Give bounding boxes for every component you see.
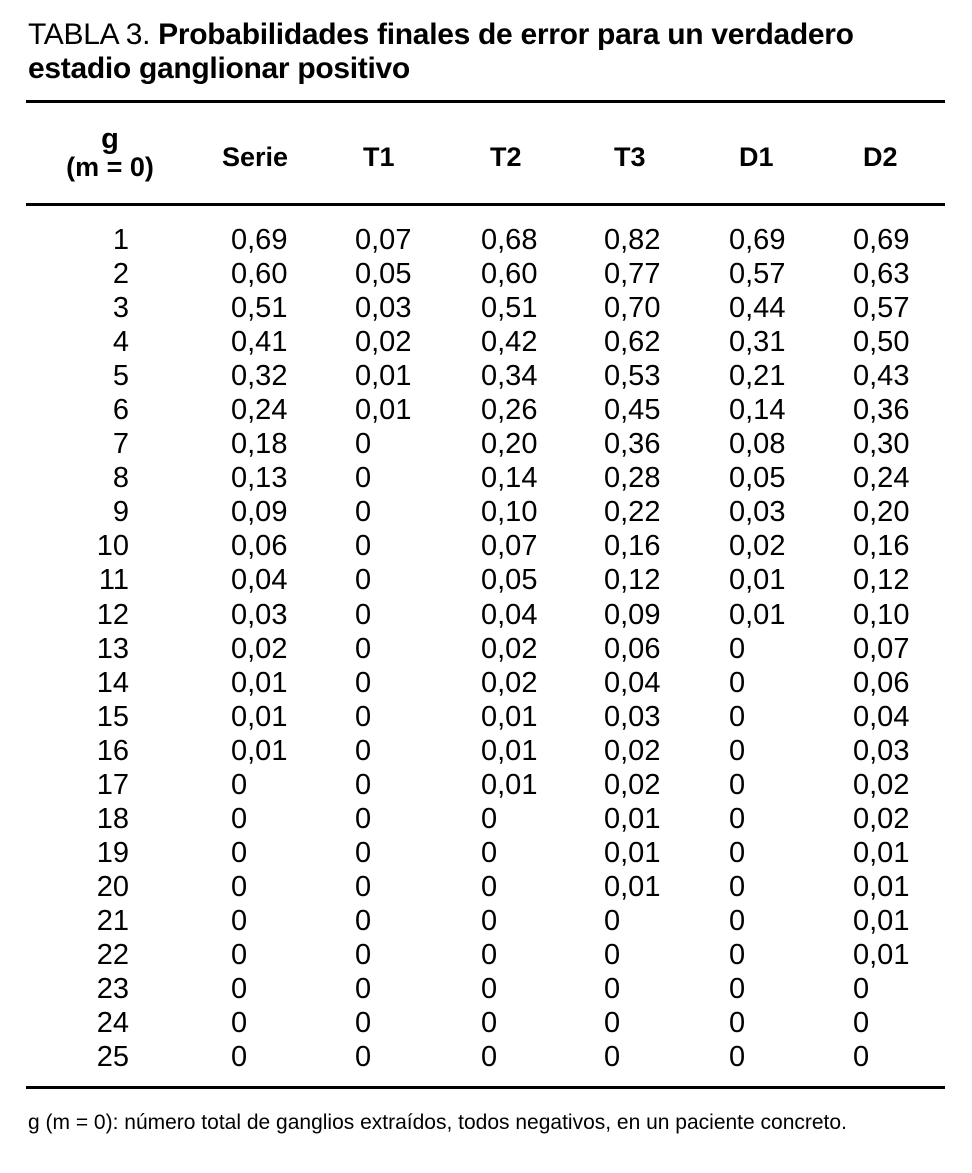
cell-d1: 0,08 xyxy=(729,428,786,461)
cell-t3: 0,03 xyxy=(604,700,661,733)
cell-d2: 0,01 xyxy=(853,870,910,903)
table-row xyxy=(0,257,972,291)
cell-t2: 0,20 xyxy=(481,428,538,461)
cell-d2: 0,03 xyxy=(853,734,910,767)
cell-t2: 0,68 xyxy=(481,224,538,256)
cell-d2: 0,57 xyxy=(853,292,910,325)
cell-d2: 0,06 xyxy=(853,666,910,699)
cell-serie: 0 xyxy=(231,768,248,801)
cell-t1: 0 xyxy=(355,1041,372,1074)
cell-t1: 0 xyxy=(355,836,372,869)
cell-serie: 0 xyxy=(231,973,248,1006)
cell-t3: 0,16 xyxy=(604,530,661,563)
cell-t2: 0 xyxy=(481,938,498,971)
cell-d1: 0,44 xyxy=(729,292,786,325)
cell-t1: 0 xyxy=(355,973,372,1006)
cell-t3: 0,01 xyxy=(604,836,661,869)
row-g-value: 19 xyxy=(96,836,129,869)
cell-t2: 0,02 xyxy=(481,666,538,699)
cell-t1: 0 xyxy=(355,734,372,767)
cell-t3: 0,02 xyxy=(604,734,661,767)
row-g-value: 15 xyxy=(96,700,129,733)
row-g-value: 4 xyxy=(112,326,129,359)
cell-t3: 0,01 xyxy=(604,802,661,835)
cell-t2: 0,01 xyxy=(481,768,538,801)
cell-serie: 0 xyxy=(231,1041,248,1074)
cell-t2: 0,14 xyxy=(481,462,538,495)
cell-serie: 0,04 xyxy=(231,564,288,597)
cell-t1: 0 xyxy=(355,1007,372,1040)
cell-t3: 0,06 xyxy=(604,632,661,665)
cell-t1: 0,01 xyxy=(355,360,412,393)
header-t1: T1 xyxy=(363,142,395,172)
cell-t2: 0 xyxy=(481,1041,498,1074)
row-g-value: 11 xyxy=(98,564,129,597)
cell-serie: 0,03 xyxy=(231,598,288,631)
cell-d2: 0,63 xyxy=(853,258,910,291)
cell-serie: 0 xyxy=(231,1007,248,1040)
cell-d2: 0,01 xyxy=(853,938,910,971)
cell-t3: 0,28 xyxy=(604,462,661,495)
table-row xyxy=(0,563,972,597)
cell-t2: 0,51 xyxy=(481,292,538,325)
cell-serie: 0,01 xyxy=(231,734,288,767)
cell-d1: 0,14 xyxy=(729,394,786,427)
cell-d1: 0 xyxy=(729,973,746,1006)
table-row xyxy=(0,768,972,802)
cell-t1: 0,02 xyxy=(355,326,412,359)
cell-d2: 0 xyxy=(853,1007,870,1040)
cell-t3: 0,45 xyxy=(604,394,661,427)
cell-d1: 0 xyxy=(729,1041,746,1074)
row-g-value: 18 xyxy=(96,802,129,835)
table-row xyxy=(0,904,972,938)
cell-t3: 0 xyxy=(604,904,621,937)
cell-serie: 0,18 xyxy=(231,428,288,461)
cell-t1: 0 xyxy=(355,938,372,971)
table-row xyxy=(0,461,972,495)
cell-t1: 0,07 xyxy=(355,224,412,256)
cell-t2: 0 xyxy=(481,904,498,937)
cell-t1: 0 xyxy=(355,530,372,563)
table-row xyxy=(0,870,972,904)
table-row xyxy=(0,359,972,393)
cell-t1: 0,03 xyxy=(355,292,412,325)
row-g-value: 6 xyxy=(112,394,129,427)
cell-serie: 0,41 xyxy=(231,326,288,359)
cell-d2: 0,02 xyxy=(853,802,910,835)
cell-t1: 0 xyxy=(355,632,372,665)
cell-t1: 0 xyxy=(355,870,372,903)
cell-t1: 0,01 xyxy=(355,394,412,427)
cell-serie: 0,32 xyxy=(231,360,288,393)
table-row xyxy=(0,291,972,325)
cell-d1: 0,01 xyxy=(729,564,786,597)
cell-t2: 0 xyxy=(481,1007,498,1040)
cell-d2: 0,16 xyxy=(853,530,910,563)
cell-t2: 0 xyxy=(481,802,498,835)
cell-serie: 0,24 xyxy=(231,394,288,427)
cell-serie: 0,69 xyxy=(231,224,288,256)
row-g-value: 16 xyxy=(96,734,129,767)
cell-d2: 0,12 xyxy=(853,564,910,597)
header-t2: T2 xyxy=(490,142,522,172)
cell-t2: 0,34 xyxy=(481,360,538,393)
cell-d1: 0 xyxy=(729,734,746,767)
row-g-value: 17 xyxy=(96,768,129,801)
cell-d1: 0 xyxy=(729,836,746,869)
cell-d2: 0,01 xyxy=(853,836,910,869)
cell-t2: 0,02 xyxy=(481,632,538,665)
cell-serie: 0 xyxy=(231,836,248,869)
row-g-value: 1 xyxy=(112,224,129,256)
cell-serie: 0,51 xyxy=(231,292,288,325)
cell-d1: 0,05 xyxy=(729,462,786,495)
cell-t2: 0,05 xyxy=(481,564,538,597)
cell-t2: 0 xyxy=(481,973,498,1006)
cell-t3: 0,01 xyxy=(604,870,661,903)
cell-t3: 0,36 xyxy=(604,428,661,461)
cell-t1: 0 xyxy=(355,666,372,699)
row-g-value: 21 xyxy=(96,904,129,937)
cell-d1: 0,69 xyxy=(729,224,786,256)
table-row xyxy=(0,700,972,734)
header-g-symbol: g xyxy=(101,123,119,155)
cell-d1: 0,31 xyxy=(729,326,786,359)
cell-t2: 0,42 xyxy=(481,326,538,359)
cell-t1: 0 xyxy=(355,564,372,597)
cell-t3: 0 xyxy=(604,938,621,971)
cell-serie: 0 xyxy=(231,870,248,903)
header-g xyxy=(40,123,180,182)
cell-d2: 0,02 xyxy=(853,768,910,801)
cell-t3: 0,12 xyxy=(604,564,661,597)
top-rule xyxy=(26,100,945,103)
cell-d1: 0 xyxy=(729,802,746,835)
table-row xyxy=(0,938,972,972)
cell-d2: 0,10 xyxy=(853,598,910,631)
table-row xyxy=(0,1040,972,1074)
cell-d1: 0 xyxy=(729,870,746,903)
table-body xyxy=(0,223,972,1074)
row-g-value: 10 xyxy=(96,530,129,563)
row-g-value: 5 xyxy=(112,360,129,393)
cell-d1: 0 xyxy=(729,700,746,733)
row-g-value: 22 xyxy=(96,938,129,971)
cell-t2: 0 xyxy=(481,870,498,903)
cell-d2: 0,43 xyxy=(853,360,910,393)
cell-t3: 0,09 xyxy=(604,598,661,631)
cell-d2: 0 xyxy=(853,973,870,1006)
row-g-value: 13 xyxy=(96,632,129,665)
cell-t1: 0 xyxy=(355,496,372,529)
cell-t1: 0 xyxy=(355,700,372,733)
cell-t2: 0,26 xyxy=(481,394,538,427)
cell-t3: 0,77 xyxy=(604,258,661,291)
cell-serie: 0,60 xyxy=(231,258,288,291)
cell-serie: 0 xyxy=(231,938,248,971)
cell-t1: 0 xyxy=(355,768,372,801)
cell-t2: 0,01 xyxy=(481,700,538,733)
header-d1: D1 xyxy=(739,142,774,172)
cell-serie: 0,02 xyxy=(231,632,288,665)
cell-d2: 0,36 xyxy=(853,394,910,427)
table-row xyxy=(0,1006,972,1040)
table-caption: Probabilidades finales de error para un verdadero estadio ganglionar positivo xyxy=(28,18,854,85)
header-rule xyxy=(26,203,945,206)
cell-d1: 0,01 xyxy=(729,598,786,631)
cell-d2: 0,04 xyxy=(853,700,910,733)
cell-serie: 0,01 xyxy=(231,700,288,733)
cell-d2: 0,24 xyxy=(853,462,910,495)
table-row xyxy=(0,632,972,666)
table-row xyxy=(0,972,972,1006)
row-g-value: 24 xyxy=(96,1007,129,1040)
cell-t1: 0 xyxy=(355,802,372,835)
bottom-rule xyxy=(26,1086,945,1089)
table-number: TABLA 3. xyxy=(28,18,151,51)
cell-d1: 0 xyxy=(729,768,746,801)
table-title xyxy=(28,18,958,86)
cell-serie: 0,09 xyxy=(231,496,288,529)
cell-serie: 0 xyxy=(231,904,248,937)
cell-t3: 0,70 xyxy=(604,292,661,325)
table-row xyxy=(0,529,972,563)
table-footnote: g (m = 0): número total de ganglios extraídos, todos negativos, en un paciente concreto. xyxy=(28,1111,847,1134)
cell-t2: 0 xyxy=(481,836,498,869)
cell-t1: 0 xyxy=(355,428,372,461)
row-g-value: 8 xyxy=(112,462,129,495)
cell-t3: 0 xyxy=(604,973,621,1006)
cell-d2: 0,07 xyxy=(853,632,910,665)
cell-serie: 0,13 xyxy=(231,462,288,495)
cell-d1: 0 xyxy=(729,1007,746,1040)
row-g-value: 20 xyxy=(96,870,129,903)
cell-t1: 0,05 xyxy=(355,258,412,291)
row-g-value: 9 xyxy=(112,496,129,529)
cell-t1: 0 xyxy=(355,598,372,631)
cell-d2: 0 xyxy=(853,1041,870,1074)
cell-d1: 0 xyxy=(729,904,746,937)
header-serie: Serie xyxy=(222,142,289,172)
cell-t2: 0,04 xyxy=(481,598,538,631)
header-t3: T3 xyxy=(614,142,646,172)
table-row xyxy=(0,802,972,836)
cell-d1: 0,03 xyxy=(729,496,786,529)
table-row xyxy=(0,325,972,359)
cell-serie: 0,06 xyxy=(231,530,288,563)
cell-t2: 0,07 xyxy=(481,530,538,563)
cell-d2: 0,30 xyxy=(853,428,910,461)
cell-t3: 0 xyxy=(604,1007,621,1040)
cell-d2: 0,01 xyxy=(853,904,910,937)
cell-t3: 0 xyxy=(604,1041,621,1074)
cell-d1: 0,21 xyxy=(729,360,786,393)
table-row xyxy=(0,495,972,529)
cell-d1: 0 xyxy=(729,938,746,971)
cell-d1: 0,57 xyxy=(729,258,786,291)
cell-t2: 0,10 xyxy=(481,496,538,529)
table-row xyxy=(0,393,972,427)
cell-d1: 0 xyxy=(729,632,746,665)
table-row xyxy=(0,734,972,768)
header-d2: D2 xyxy=(863,142,898,172)
row-g-value: 12 xyxy=(96,598,129,631)
table-row xyxy=(0,836,972,870)
cell-d2: 0,69 xyxy=(853,224,910,256)
row-g-value: 23 xyxy=(96,973,129,1006)
row-g-value: 14 xyxy=(96,666,129,699)
header-g-subtitle: (m = 0) xyxy=(66,152,154,182)
cell-t1: 0 xyxy=(355,904,372,937)
cell-t3: 0,53 xyxy=(604,360,661,393)
row-g-value: 25 xyxy=(96,1041,129,1074)
cell-d1: 0 xyxy=(729,666,746,699)
cell-d2: 0,50 xyxy=(853,326,910,359)
cell-d2: 0,20 xyxy=(853,496,910,529)
cell-t3: 0,82 xyxy=(604,224,661,256)
cell-serie: 0 xyxy=(231,802,248,835)
cell-serie: 0,01 xyxy=(231,666,288,699)
table-row xyxy=(0,666,972,700)
cell-t3: 0,04 xyxy=(604,666,661,699)
table-row xyxy=(0,598,972,632)
cell-t2: 0,60 xyxy=(481,258,538,291)
table-row xyxy=(0,427,972,461)
cell-t2: 0,01 xyxy=(481,734,538,767)
cell-t3: 0,62 xyxy=(604,326,661,359)
row-g-value: 2 xyxy=(112,258,129,291)
cell-t3: 0,22 xyxy=(604,496,661,529)
cell-t3: 0,02 xyxy=(604,768,661,801)
row-g-value: 3 xyxy=(112,292,129,325)
row-g-value: 7 xyxy=(112,428,129,461)
cell-t1: 0 xyxy=(355,462,372,495)
cell-d1: 0,02 xyxy=(729,530,786,563)
table-row xyxy=(0,223,972,257)
